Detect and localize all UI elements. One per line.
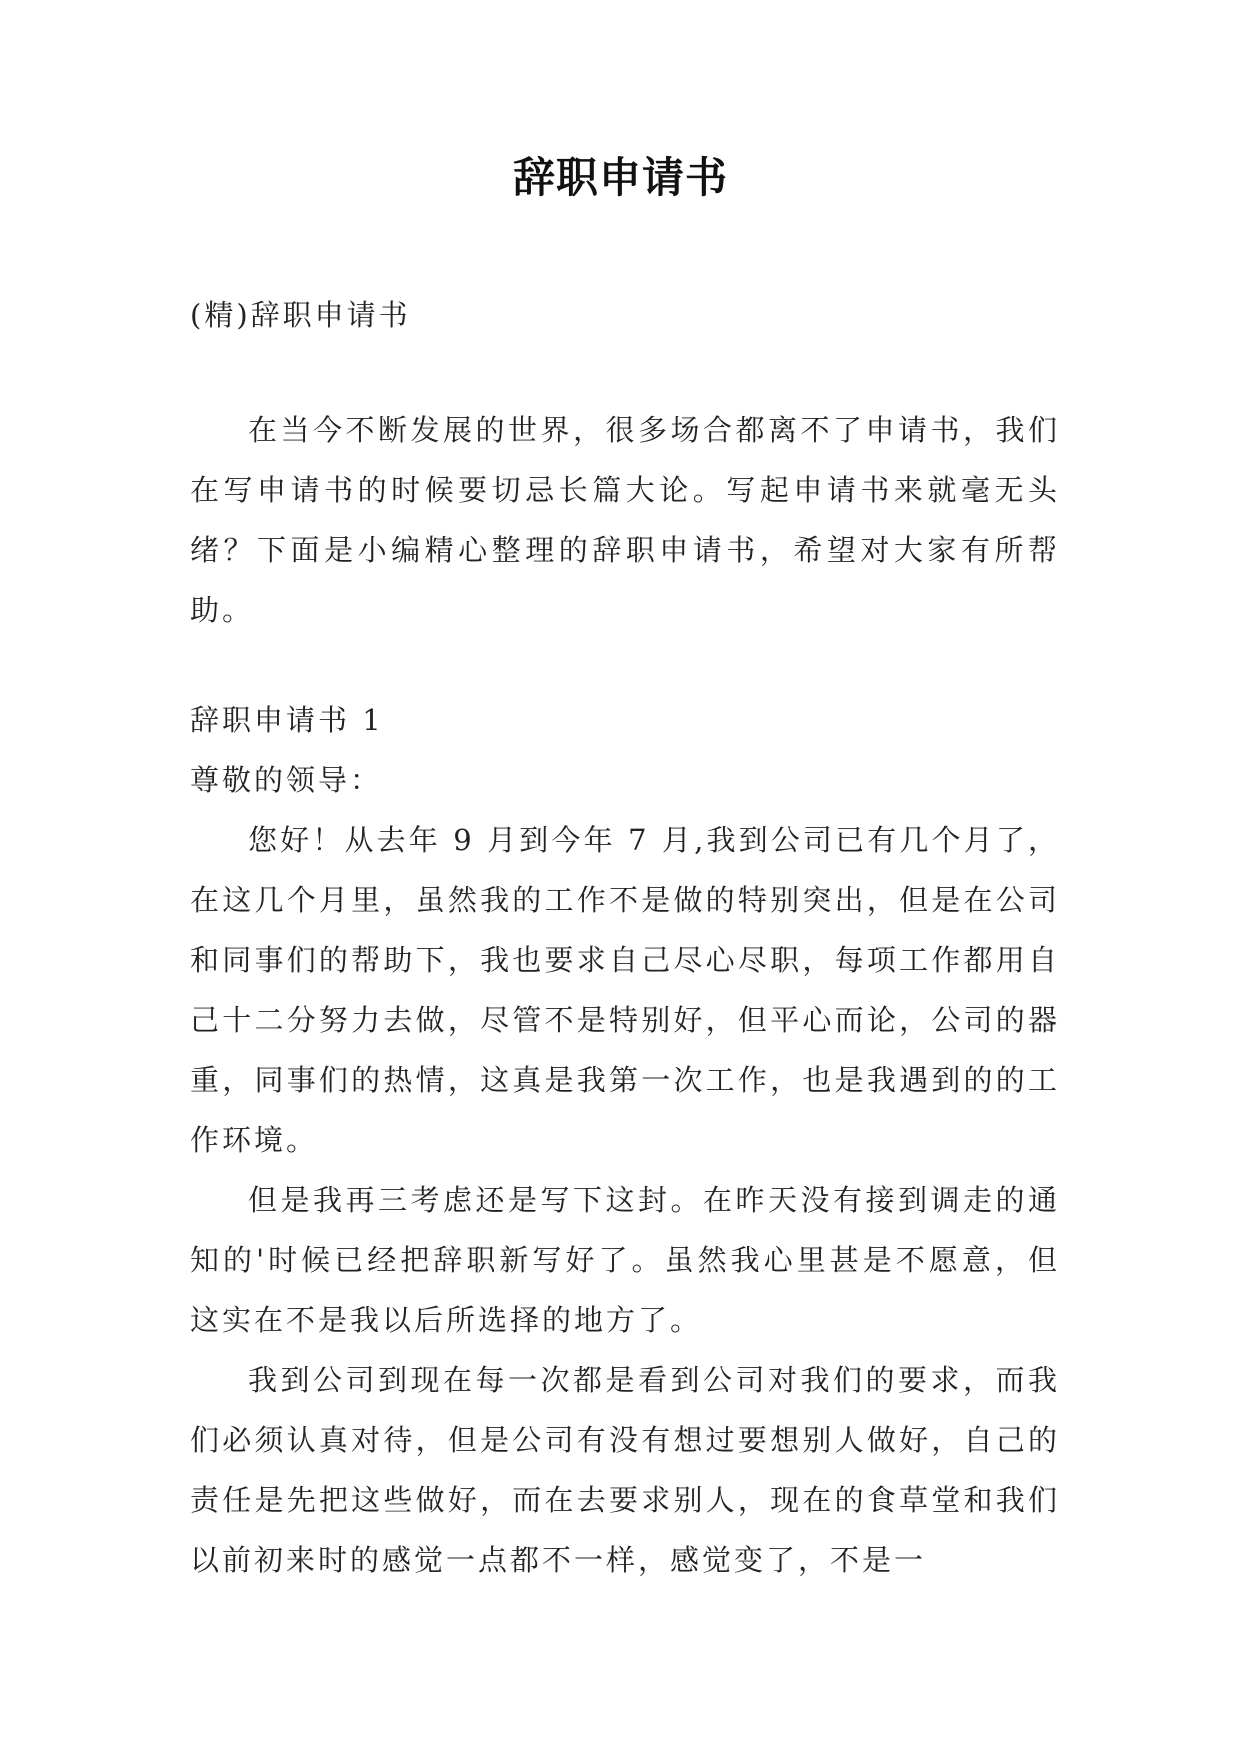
intro-paragraph: 在当今不断发展的世界，很多场合都离不了申请书，我们在写申请书的时候要切忌长篇大论。写起申请书来就毫无头绪？下面是小编精心整理的辞职申请书，希望对大家有所帮助。 — [190, 413, 1060, 627]
document-title: 辞职申请书 — [512, 153, 728, 202]
salutation: 尊敬的领导： — [190, 763, 383, 797]
letter-paragraph-3: 我到公司到现在每一次都是看到公司对我们的要求，而我们必须认真对待，但是公司有没有想过要想别人做好，自己的责任是先把这些做好，而在去要求别人，现在的食草堂和我们以前初来时的感觉一点都不一样，感觉变了，不是一 — [190, 1363, 1060, 1577]
letter-paragraph-2: 但是我再三考虑还是写下这封。在昨天没有接到调走的通知的'时候已经把辞职新写好了。虽然我心里甚是不愿意，但这实在不是我以后所选择的地方了。 — [190, 1183, 1060, 1337]
subtitle-text: (精)辞职申请书 — [190, 298, 411, 332]
letter-paragraph-1: 您好！从去年 9 月到今年 7 月,我到公司已有几个月了，在这几个月里，虽然我的工作不是做的特别突出，但是在公司和同事们的帮助下，我也要求自己尽心尽职，每项工作都用自己十二分努力去做，尽管不是特别好，但平心而论，公司的器重，同事们的热情，这真是我第一次工作，也是我遇到的的工作环境。 — [190, 823, 1060, 1157]
intro-section — [190, 400, 1060, 640]
section-heading: 辞职申请书 1 — [190, 703, 384, 737]
document-subtitle — [190, 285, 1060, 345]
letter-section — [190, 690, 1060, 1590]
